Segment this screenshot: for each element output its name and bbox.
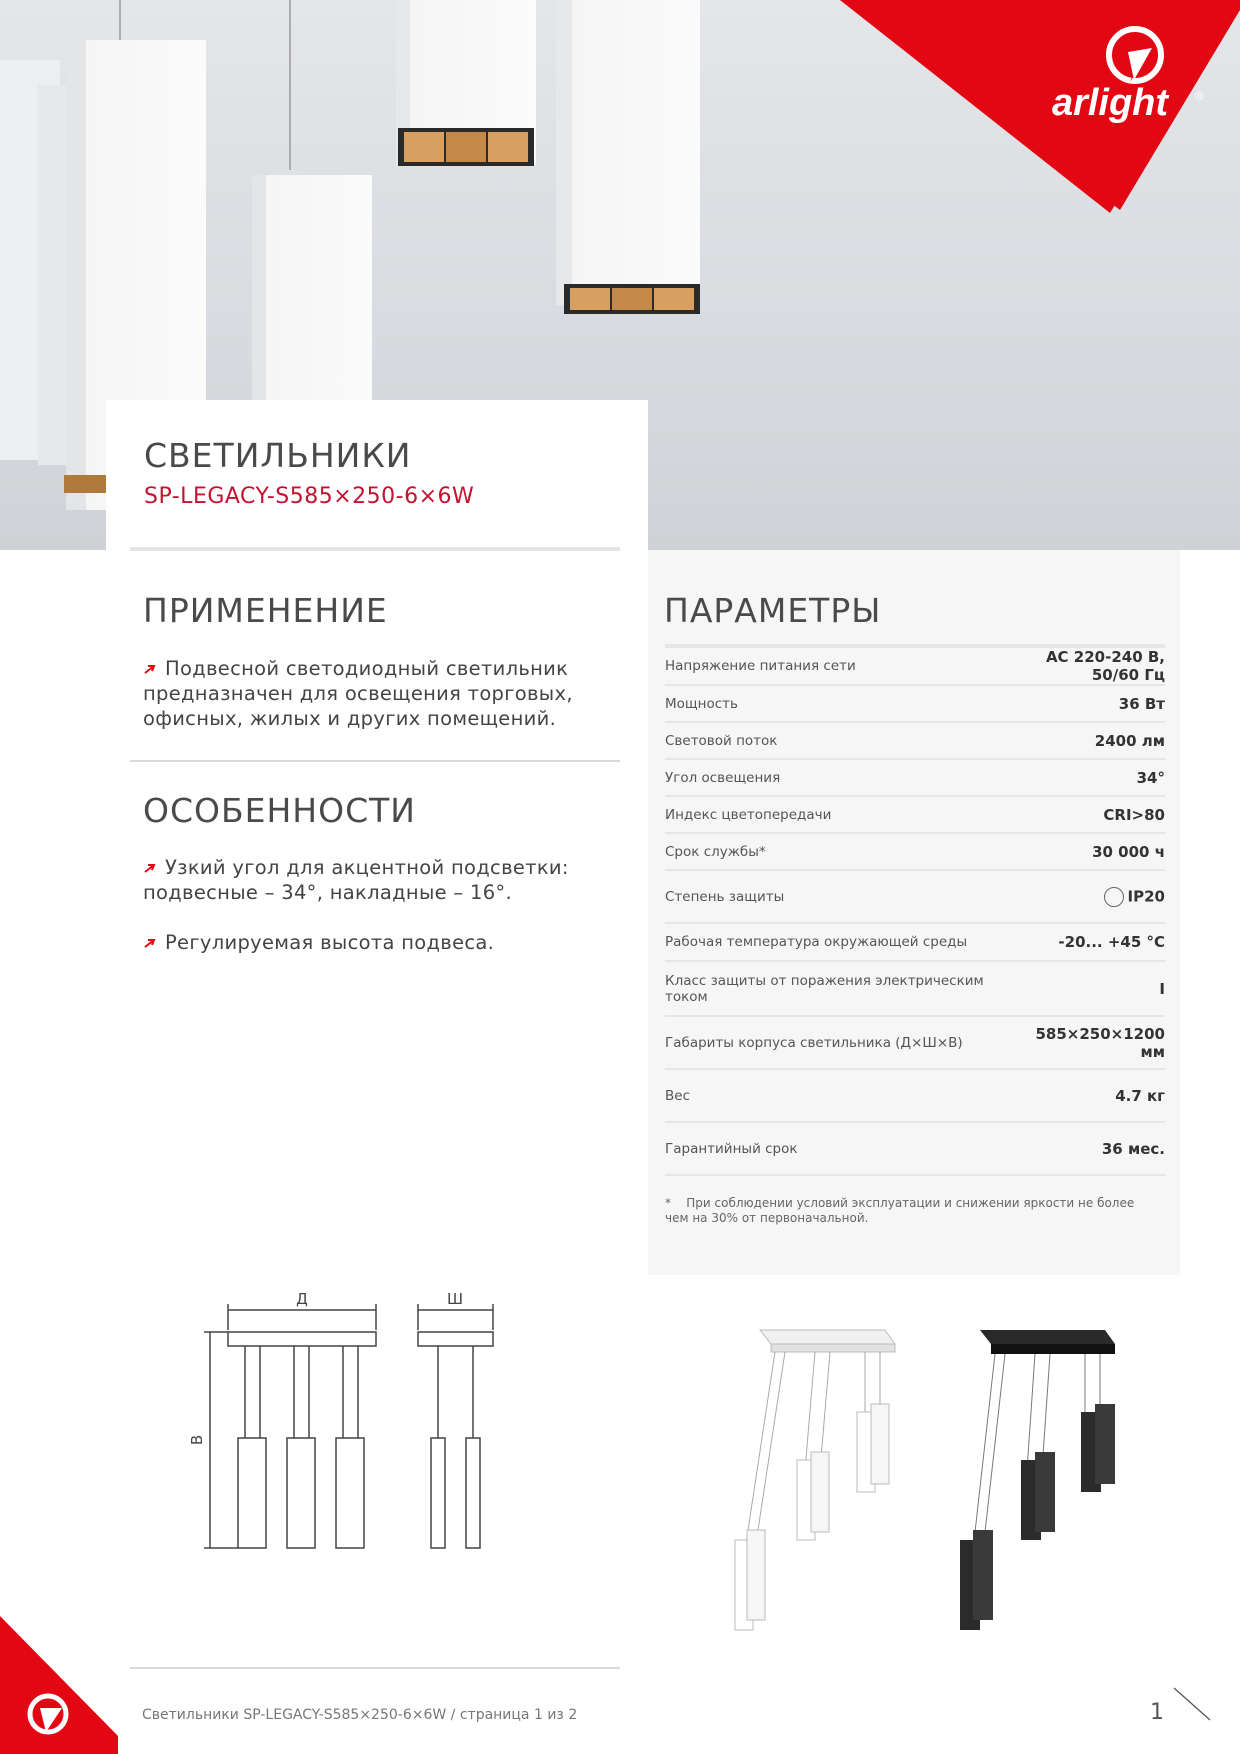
- param-value: 30 000 ч: [1035, 833, 1165, 870]
- feature-item: [143, 855, 573, 905]
- red-arrow-icon: [143, 862, 157, 874]
- param-label: Рабочая температура окружающей среды: [665, 923, 1035, 961]
- param-label: Световой поток: [665, 722, 1035, 759]
- protection-house-icon: [1104, 887, 1124, 907]
- footnote: [665, 1196, 1155, 1226]
- application-text-block: [143, 656, 573, 731]
- feature-text: Регулируемая высота подвеса.: [165, 931, 495, 954]
- param-value: AC 220-240 В, 50/60 Гц: [1035, 648, 1165, 685]
- param-value: IP20: [1127, 887, 1165, 905]
- red-arrow-icon: [143, 937, 157, 949]
- param-value: I: [1035, 961, 1165, 1016]
- param-label: Габариты корпуса светильника (Д×Ш×В): [665, 1016, 1035, 1069]
- white-product-image: [735, 1330, 895, 1630]
- param-value-ip: [1035, 870, 1165, 923]
- param-label: Класс защиты от поражения электрическим током: [665, 961, 1035, 1016]
- black-product-image: [960, 1330, 1115, 1630]
- table-row: [665, 1122, 1165, 1175]
- param-label: Вес: [665, 1069, 1035, 1122]
- parameters-heading: ПАРАМЕТРЫ: [664, 591, 882, 630]
- table-row: [665, 685, 1165, 722]
- parameters-table: [665, 648, 1165, 1176]
- title-card: [106, 400, 648, 550]
- model-name: SP-LEGACY-S585×250-6×6W: [144, 484, 475, 509]
- height-label: В: [188, 1434, 206, 1446]
- brand-name: arlight: [1051, 82, 1169, 124]
- param-label: Срок службы*: [665, 833, 1035, 870]
- brand-registered-mark: ®: [1195, 89, 1204, 103]
- table-row: [665, 759, 1165, 796]
- width-label: Ш: [446, 1290, 464, 1308]
- brand-logo: [840, 0, 1240, 215]
- title-divider: [130, 547, 620, 551]
- features-heading: ОСОБЕННОСТИ: [143, 791, 416, 830]
- footer-divider: [130, 1667, 620, 1669]
- table-row: [665, 1069, 1165, 1122]
- param-label: Степень защиты: [665, 870, 1035, 923]
- product-renders: [705, 1310, 1155, 1640]
- param-label: Гарантийный срок: [665, 1122, 1035, 1175]
- param-label: Угол освещения: [665, 759, 1035, 796]
- dimension-drawing: [190, 1290, 510, 1560]
- red-arrow-icon: [143, 663, 157, 675]
- application-heading: ПРИМЕНЕНИЕ: [143, 591, 388, 630]
- param-value: CRI>80: [1035, 796, 1165, 833]
- param-value: 36 Вт: [1035, 685, 1165, 722]
- table-row: [665, 870, 1165, 923]
- param-value: -20... +45 °C: [1035, 923, 1165, 961]
- footnote-text: При соблюдении условий эксплуатации и снижении яркости не более чем на 30% от первоначальной.: [665, 1196, 1135, 1225]
- section-divider: [130, 760, 620, 762]
- footnote-mark: *: [665, 1196, 671, 1210]
- param-value: 36 мес.: [1035, 1122, 1165, 1175]
- footer-text: Светильники SP-LEGACY-S585×250-6×6W / страница 1 из 2: [142, 1707, 578, 1723]
- table-row: [665, 796, 1165, 833]
- param-value: 4.7 кг: [1035, 1069, 1165, 1122]
- table-row: [665, 648, 1165, 685]
- table-row: [665, 961, 1165, 1016]
- param-value: 2400 лм: [1035, 722, 1165, 759]
- feature-text: Узкий угол для акцентной подсветки: подвесные – 34°, накладные – 16°.: [143, 856, 569, 904]
- table-row: [665, 833, 1165, 870]
- page-title: СВЕТИЛЬНИКИ: [144, 436, 412, 475]
- application-text: Подвесной светодиодный светильник предназначен для освещения торговых, офисных, жилых и других помещений.: [143, 657, 573, 730]
- param-label: Индекс цветопередачи: [665, 796, 1035, 833]
- param-value: 34°: [1035, 759, 1165, 796]
- page-number: 1: [1150, 1700, 1164, 1725]
- page-corner-line: [1172, 1686, 1214, 1722]
- param-label: Мощность: [665, 685, 1035, 722]
- table-row: [665, 722, 1165, 759]
- feature-item: [143, 930, 573, 955]
- param-value: 585×250×1200 мм: [1035, 1016, 1165, 1069]
- footer-logo-corner: [0, 1616, 120, 1754]
- table-row: [665, 923, 1165, 961]
- param-label: Напряжение питания сети: [665, 648, 1035, 685]
- length-label: Д: [296, 1290, 308, 1308]
- table-row: [665, 1016, 1165, 1069]
